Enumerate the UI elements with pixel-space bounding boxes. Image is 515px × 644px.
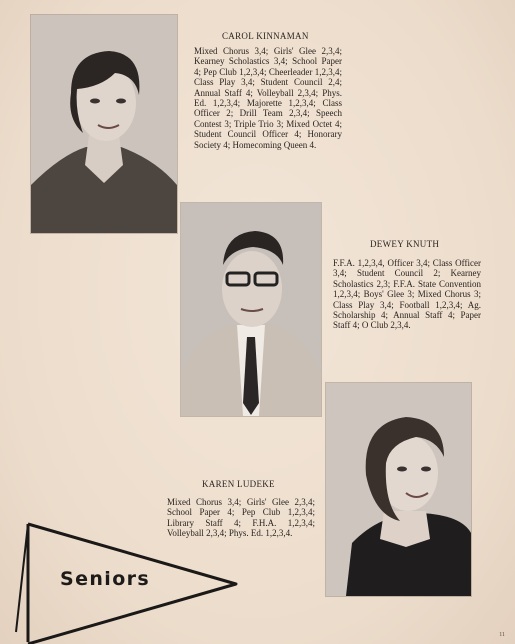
- page-number: 11: [499, 632, 505, 638]
- dewey-knuth-portrait: [181, 203, 321, 416]
- senior-name: KAREN LUDEKE: [202, 479, 275, 489]
- senior-activities: Mixed Chorus 3,4; Girls' Glee 2,3,4; School Paper 4; Pep Club 1,2,3,4; Library Staff 4; F.H.A. 1,2,3,4; Volleyball 2,3,4; Phys. Ed. 1,2,3,4.: [167, 497, 315, 539]
- karen-ludeke-portrait: [326, 383, 471, 596]
- senior-name: CAROL KINNAMAN: [222, 31, 309, 41]
- section-title: Seniors: [60, 568, 151, 590]
- carol-kinnaman-portrait: [31, 15, 177, 233]
- senior-name: DEWEY KNUTH: [370, 239, 440, 249]
- senior-activities: F.F.A. 1,2,3,4, Officer 3,4; Class Officer 3,4; Student Council 2; Kearney Scholastics 2,3; F.F.A. State Convention 1,2,3,4; Boys' Glee 3; Mixed Chorus 3; Class Play 3,4; Football 1,2,3,4; Ag. Scholarship 4; Annual Staff 4; Paper Staff 4; O Club 2,3,4.: [333, 258, 481, 331]
- senior-activities: Mixed Chorus 3,4; Girls' Glee 2,3,4; Kearney Scholastics 3,4; School Paper 4; Pep Club 1,2,3,4; Cheerleader 1,2,3,4; Class Play 3,4; Student Council 2,4; Annual Staff 4; Volleyball 2,3,4; Phys. Ed. 1,2,3,4; Majorette 1,2,3,4; Class Officer 2; Drill Team 2,3,4; Speech Contest 3; Triple Trio 3; Mixed Octet 4; Student Council Officer 4; Honorary Society 4; Homecoming Queen 4.: [194, 46, 342, 150]
